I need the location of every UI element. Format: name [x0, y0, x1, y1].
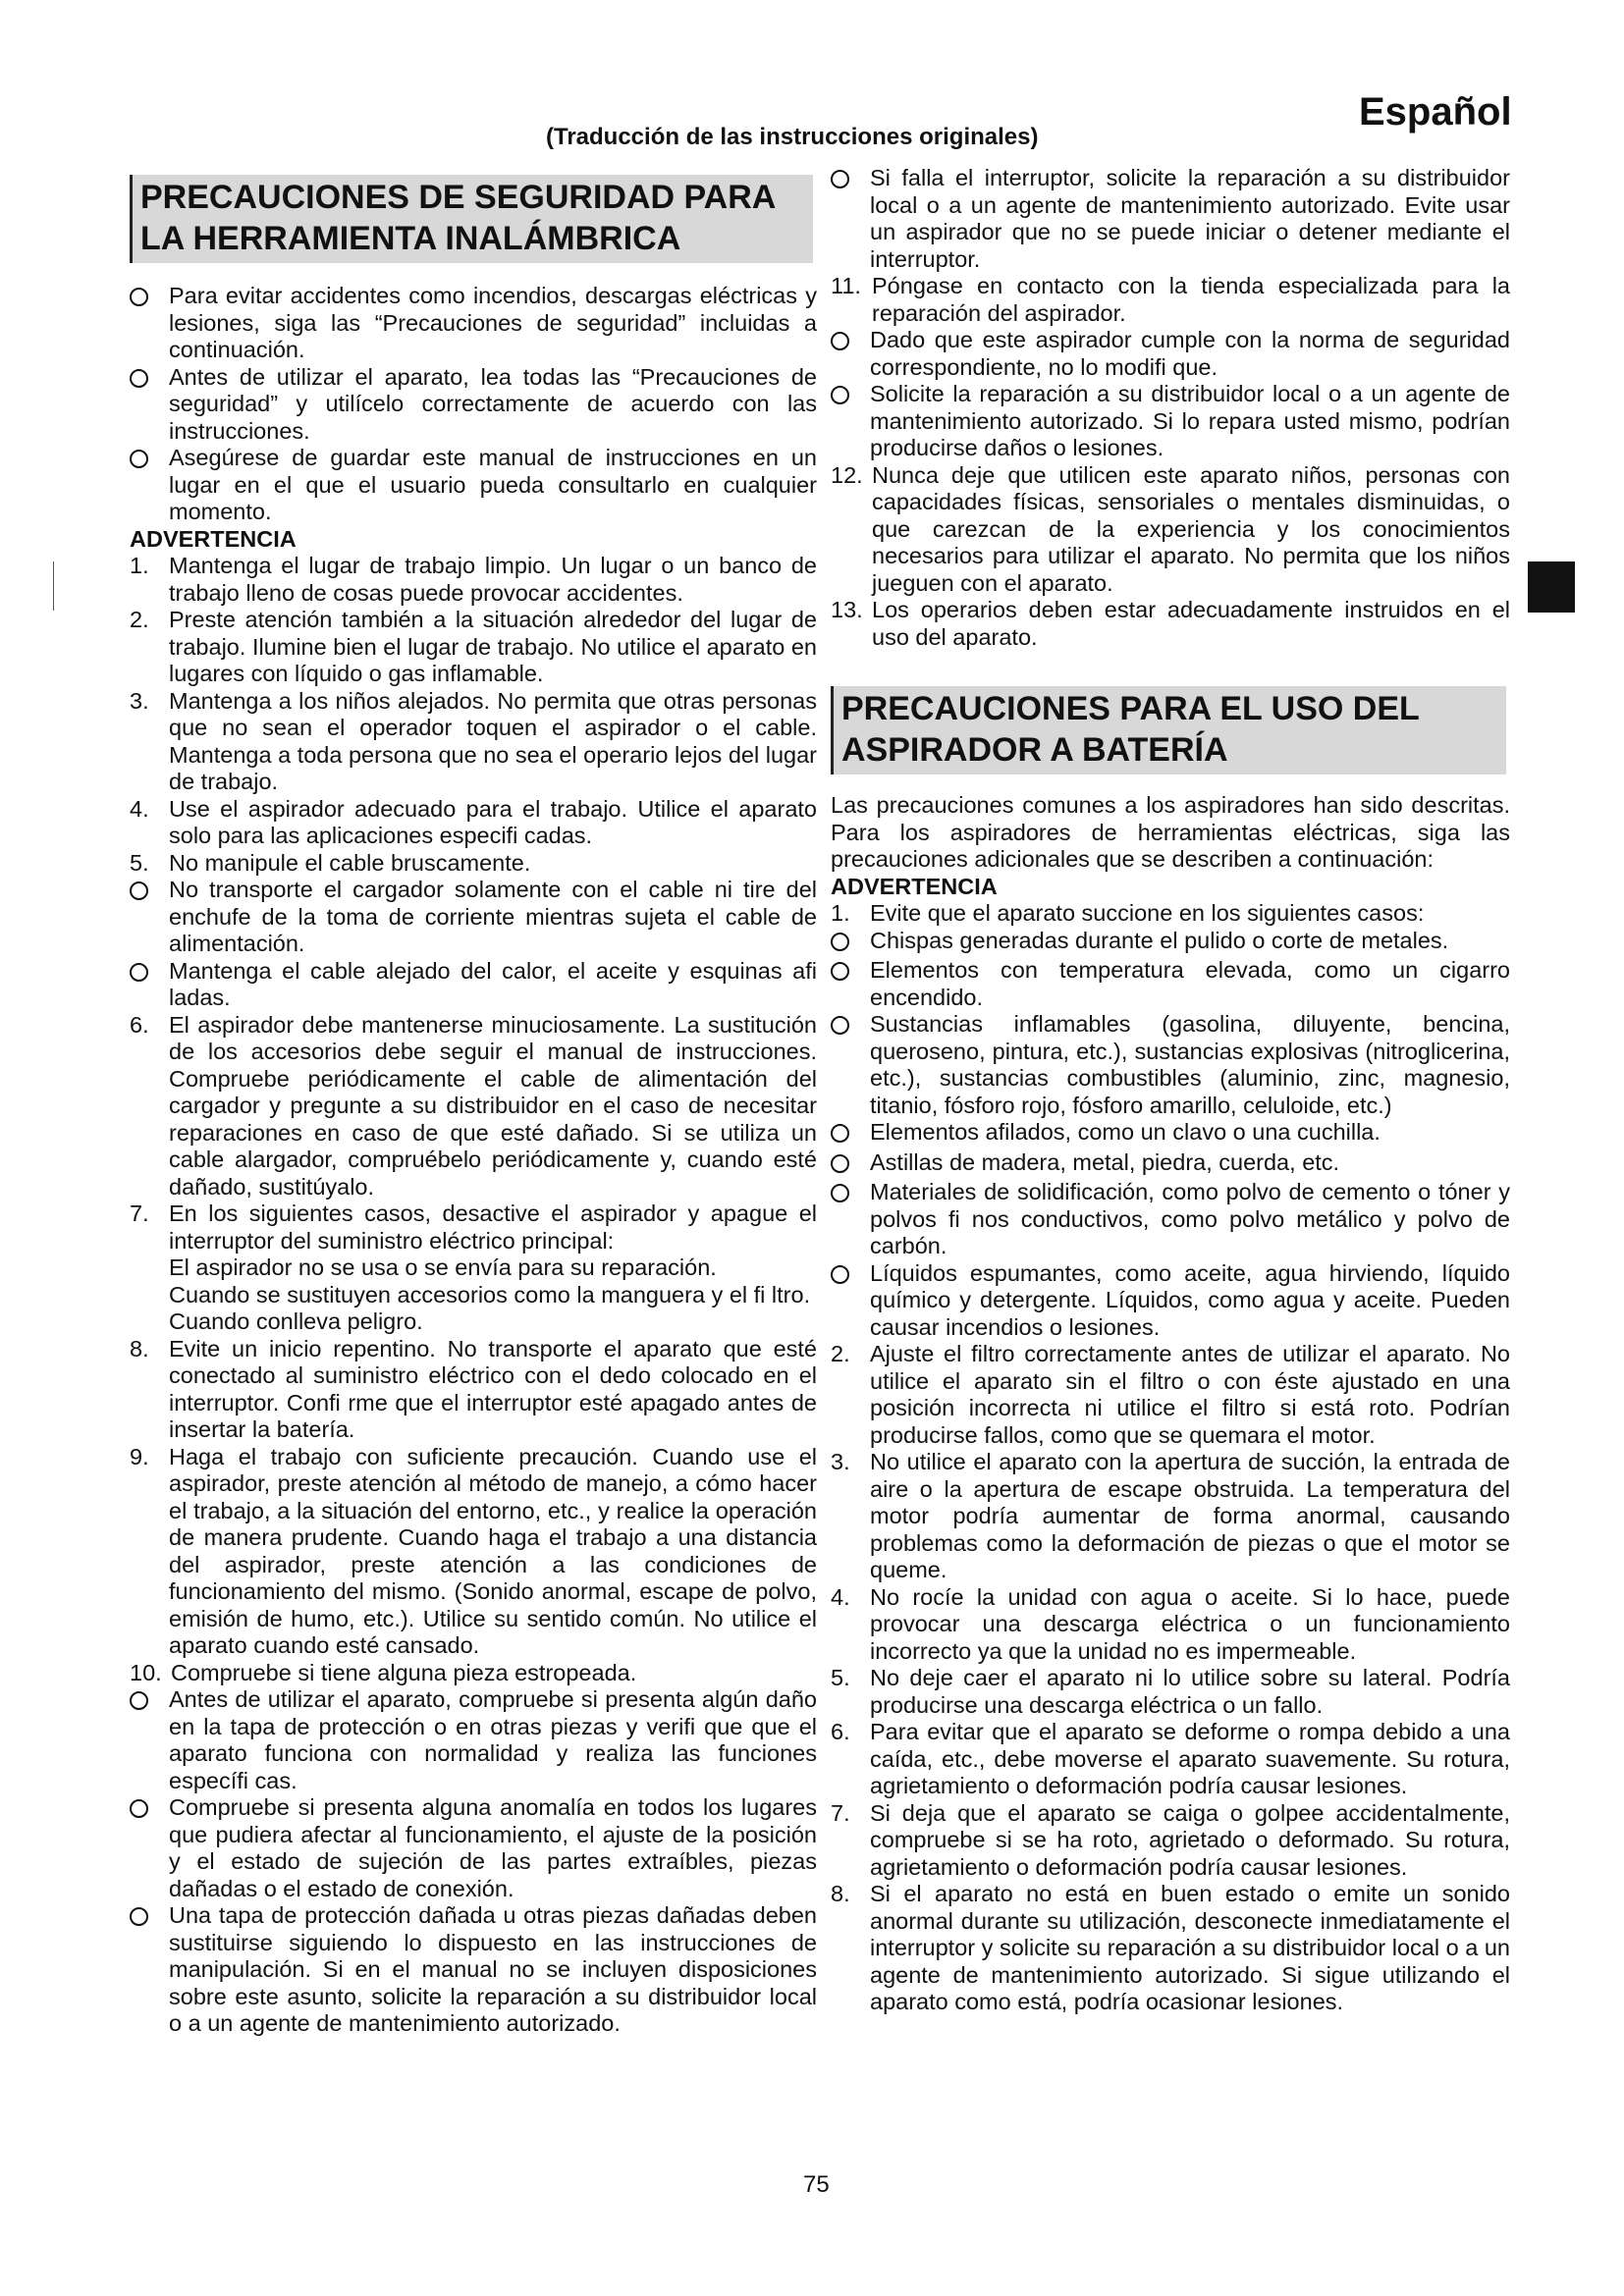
circle-bullet-icon [831, 1265, 849, 1284]
bullet-circle-icon [130, 1902, 169, 2038]
list-item [831, 928, 1510, 958]
circle-bullet-icon [831, 170, 849, 188]
intro-bullet [130, 283, 817, 364]
list-item [831, 273, 1510, 327]
right-column [831, 165, 1510, 2016]
item-number: 13. [831, 597, 863, 622]
item-number: 2. [130, 607, 149, 632]
list-item [130, 607, 817, 688]
list-item-text: Si deja que el aparato se caiga o golpee accidentalmente, compruebe si se ha roto, agrietado o deformado. Su rotura, agrietamiento o deformación podría causar lesiones. [870, 1799, 1510, 1880]
bullet-circle-icon [831, 381, 870, 462]
item-number: 9. [130, 1443, 149, 1469]
bullet-circle-icon [831, 1011, 870, 1119]
intro-bullet [130, 445, 817, 526]
list-item [130, 958, 817, 1012]
list-item [831, 1341, 1510, 1449]
bullet-circle-icon [831, 1119, 870, 1149]
list-item [130, 1012, 817, 1201]
item-number: 7. [130, 1201, 149, 1226]
list-subitem: Cuando se sustituyen accesorios como la manguera y el fi ltro. [169, 1281, 811, 1308]
side-margin-line [53, 561, 54, 611]
intro-bullet [130, 364, 817, 446]
section-title-safety: PRECAUCIONES DE SEGURIDAD PARA LA HERRAMIENTA INALÁMBRICA [130, 175, 813, 263]
item-number: 8. [130, 1335, 149, 1362]
list-item-text: Use el aspirador adecuado para el trabajo. Utilice el aparato solo para las aplicaciones especifi cadas. [169, 795, 817, 848]
list-item [130, 1201, 817, 1336]
list-item [130, 1794, 817, 1902]
translation-subtitle: (Traducción de las instrucciones originales) [546, 124, 1039, 150]
list-item [831, 957, 1510, 1011]
list-item [130, 688, 817, 796]
list-item [831, 1881, 1510, 2016]
list-item [130, 796, 817, 850]
bullet-circle-icon [831, 957, 870, 1011]
list-item-text: Si el aparato no está en buen estado o emite un sonido anormal durante su utilización, desconecte inmediatamente el interruptor y solicite su reparación a su distribuidor local o a un agente de mantenimiento autorizado. Si sigue utilizando el aparato como está, podría ocasionar lesiones. [870, 1881, 1510, 2014]
bullet-circle-icon [831, 1179, 870, 1260]
list-item [130, 850, 817, 878]
list-item-text: Dado que este aspirador cumple con la norma de seguridad correspondiente, no lo modifi que. [870, 327, 1510, 380]
circle-bullet-icon [130, 1907, 148, 1926]
circle-bullet-icon [130, 369, 148, 388]
bullet-circle-icon [831, 165, 870, 273]
item-number: 7. [831, 1799, 850, 1826]
item-number: 8. [831, 1881, 850, 1906]
item-number: 4. [130, 795, 149, 822]
list-item-text: Nunca deje que utilicen este aparato niños, personas con capacidades físicas, sensoriales o mentales disminuidas, o que carezcan de la experiencia y los conocimientos necesarios para utilizar el aparato. No permita que los niños jueguen con el aparato. [872, 461, 1510, 596]
list-item [831, 1449, 1510, 1584]
circle-bullet-icon [831, 1016, 849, 1035]
circle-bullet-icon [130, 450, 148, 468]
list-item-text: Compruebe si tiene alguna pieza estropeada. [171, 1659, 637, 1685]
list-item-text: Mantenga el lugar de trabajo limpio. Un lugar o un banco de trabajo lleno de cosas puede provocar accidentes. [169, 553, 817, 606]
list-item [831, 1719, 1510, 1800]
warning-heading-right: ADVERTENCIA [831, 873, 998, 899]
list-item-text: Materiales de solidificación, como polvo de cemento o tóner y polvos fi nos conductivos, como polvo metálico y polvo de carbón. [870, 1179, 1510, 1258]
circle-bullet-icon [831, 962, 849, 981]
circle-bullet-icon [130, 881, 148, 900]
list-item [831, 900, 1510, 928]
list-item [130, 1444, 817, 1660]
list-item [831, 1179, 1510, 1260]
intro-bullet-text: Asegúrese de guardar este manual de instrucciones en un lugar en el que el usuario pueda consultarlo en cualquier momento. [169, 445, 817, 524]
list-item-text: Elementos afilados, como un clavo o una cuchilla. [870, 1119, 1380, 1145]
page-number: 75 [803, 2171, 830, 2198]
item-number: 2. [831, 1341, 850, 1366]
list-item [831, 327, 1510, 381]
list-item-text: Chispas generadas durante el pulido o corte de metales. [870, 927, 1449, 953]
bullet-circle-icon [831, 1149, 870, 1180]
list-item-text: Sustancias inflamables (gasolina, diluyente, bencina, queroseno, pintura, etc.), sustancias explosivas (nitroglicerina, etc.), sustancias combustibles (aluminio, zinc, magnesio, titanio, fósforo rojo, fósforo amarillo, celuloide, etc.) [870, 1011, 1510, 1118]
list-item [130, 553, 817, 607]
bullet-circle-icon [130, 1794, 169, 1902]
list-item-text: Elementos con temperatura elevada, como un cigarro encendido. [870, 957, 1510, 1010]
intro-bullet-text: Para evitar accidentes como incendios, descargas eléctricas y lesiones, siga las “Precauciones de seguridad” incluidas a continuación. [169, 283, 817, 362]
intro-bullet-text: Antes de utilizar el aparato, lea todas las “Precauciones de seguridad” y utilícelo correctamente de acuerdo con las instrucciones. [169, 363, 817, 444]
list-item [831, 1119, 1510, 1149]
list-item [831, 1665, 1510, 1719]
item-number: 12. [831, 461, 863, 488]
list-item-text: Si falla el interruptor, solicite la reparación a su distribuidor local o a un agente de mantenimiento autorizado. Evite usar un aspirador que no se puede iniciar o detener mediante el interruptor. [870, 165, 1510, 272]
list-item [831, 1260, 1510, 1342]
list-item-text: Compruebe si presenta alguna anomalía en todos los lugares que pudiera afectar al funcionamiento, el ajuste de la posición y el estado de sujeción de las partes extraíbles, piezas dañadas o el estado de conexión. [169, 1794, 817, 1901]
right-item-list [831, 900, 1510, 2016]
section-tab-marker [1528, 561, 1575, 613]
item-number: 6. [831, 1719, 850, 1744]
list-item [831, 381, 1510, 462]
battery-intro-paragraph: Las precauciones comunes a los aspiradores han sido descritas. Para los aspiradores de herramientas eléctricas, siga las precauciones adicionales que se describen a continuación: [831, 792, 1510, 872]
left-column [130, 175, 817, 2038]
list-item-text: Evite un inicio repentino. No transporte el aparato que esté conectado al suministro eléctrico con el dedo colocado en el interruptor. Confi rme que el interruptor esté apagado antes de insertar la batería. [169, 1335, 817, 1442]
item-number: 4. [831, 1583, 850, 1610]
list-item [130, 877, 817, 958]
circle-bullet-icon [831, 1124, 849, 1143]
item-number: 3. [831, 1449, 850, 1474]
bullet-circle-icon [831, 327, 870, 381]
list-subitem: Cuando conlleva peligro. [169, 1308, 423, 1334]
item-number: 11. [831, 273, 861, 298]
circle-bullet-icon [831, 1154, 849, 1173]
list-item-text: Mantenga el cable alejado del calor, el aceite y esquinas afi ladas. [169, 957, 817, 1010]
list-item-text: Antes de utilizar el aparato, compruebe si presenta algún daño en la tapa de protección o en otras piezas y verifi que que el aparato funciona con normalidad y realiza las funciones específi cas. [169, 1686, 817, 1793]
item-number: 1. [831, 900, 850, 926]
bullet-circle-icon [130, 445, 169, 526]
bullet-circle-icon [831, 1260, 870, 1342]
list-item-text: Líquidos espumantes, como aceite, agua hirviendo, líquido químico y detergente. Líquidos, como agua y aceite. Pueden causar incendios o lesiones. [870, 1259, 1510, 1340]
list-item-text: No transporte el cargador solamente con el cable ni tire del enchufe de la toma de corriente mientras sujeta el cable de alimentación. [169, 877, 817, 956]
list-item-text: El aspirador debe mantenerse minuciosamente. La sustitución de los accesorios debe seguir el manual de instrucciones. Compruebe periódicamente el cable de alimentación del cargador y pregunte a su distribuidor en el caso de necesitar reparaciones en caso de que esté dañado. Si se utiliza un cable alargador, compruébelo periódicamente y, cuando esté dañado, sustitúyalo. [169, 1011, 817, 1200]
language-label: Español [1359, 90, 1512, 133]
list-item [130, 1902, 817, 2038]
bullet-circle-icon [130, 958, 169, 1012]
left-intro-list [130, 283, 817, 526]
list-item-text: No rocíe la unidad con agua o aceite. Si lo hace, puede provocar una descarga eléctrica o un funcionamiento incorrecto ya que la unidad no es impermeable. [870, 1583, 1510, 1664]
circle-bullet-icon [831, 1184, 849, 1202]
list-item-text: No manipule el cable bruscamente. [169, 849, 531, 876]
circle-bullet-icon [831, 332, 849, 350]
list-item-text: Haga el trabajo con suficiente precaución. Cuando use el aspirador, preste atención al método de manejo, a cómo hacer el trabajo, a la situación del entorno, etc., y realice la operación de manera prudente. Cuando haga el trabajo a una distancia del aspirador, preste atención a las condiciones de funcionamiento del mismo. (Sonido anormal, escape de polvo, emisión de humo, etc.). Utilice su sentido común. No utilice el aparato cuando esté cansado. [169, 1443, 817, 1658]
list-item-text: No deje caer el aparato ni lo utilice sobre su lateral. Podría producirse una descarga eléctrica o un fallo. [870, 1665, 1510, 1718]
list-item [831, 1149, 1510, 1180]
list-item-text: Mantenga a los niños alejados. No permita que otras personas que no sean el operador toquen el aspirador o el cable. Mantenga a toda persona que no sea el operario lejos del lugar de trabajo. [169, 687, 817, 794]
list-item [130, 1336, 817, 1444]
bullet-circle-icon [130, 364, 169, 446]
bullet-circle-icon [130, 1686, 169, 1794]
list-item-text: Solicite la reparación a su distribuidor local o a un agente de mantenimiento autorizado. Si lo repara usted mismo, podrían producirse daños o lesiones. [870, 381, 1510, 460]
bullet-circle-icon [831, 928, 870, 958]
list-item [831, 597, 1510, 651]
right-top-item-list [831, 165, 1510, 651]
list-item-text: No utilice el aparato con la apertura de succión, la entrada de aire o la apertura de escape obstruida. La temperatura del motor podría aumentar de forma anormal, causando problemas como la deformación de piezas o que el motor se queme. [870, 1449, 1510, 1582]
list-item-text: En los siguientes casos, desactive el aspirador y apague el interruptor del suministro eléctrico principal: El aspirador no se usa o se envía para su reparación. Cuando se sustituyen accesorios como la manguera y el fi ltro. Cuando conlleva peligro. [169, 1201, 817, 1334]
list-item [831, 165, 1510, 273]
circle-bullet-icon [831, 933, 849, 951]
list-item [831, 1584, 1510, 1666]
circle-bullet-icon [831, 386, 849, 404]
list-item-text: Para evitar que el aparato se deforme o rompa debido a una caída, etc., debe moverse el aparato suavemente. Su rotura, agrietamiento o deformación podría causar lesiones. [870, 1719, 1510, 1798]
item-number: 3. [130, 687, 149, 714]
left-item-list [130, 553, 817, 2038]
item-number: 5. [130, 849, 149, 876]
circle-bullet-icon [130, 963, 148, 982]
list-item-text: Preste atención también a la situación alrededor del lugar de trabajo. Ilumine bien el lugar de trabajo. No utilice el aparato en lugares con líquido o gas inflamable. [169, 607, 817, 686]
list-item-text: Ajuste el filtro correctamente antes de utilizar el aparato. No utilice el aparato sin el filtro o con éste ajustado en una posición incorrecta ni utilice el filtro si está roto. Podrían producirse fallos, como que se quemara el motor. [870, 1341, 1510, 1448]
item-number: 1. [130, 553, 149, 578]
list-subitem: El aspirador no se usa o se envía para su reparación. [169, 1255, 717, 1280]
list-item-text: Una tapa de protección dañada u otras piezas dañadas deben sustituirse siguiendo lo dispuesto en las instrucciones de manipulación. Si en el manual no se incluyen disposiciones sobre este asunto, solicite la reparación a su distribuidor local o a un agente de mantenimiento autorizado. [169, 1902, 817, 2036]
list-item [130, 1660, 817, 1687]
list-item-text: Evite que el aparato succione en los siguientes casos: [870, 900, 1425, 926]
list-item [831, 462, 1510, 598]
list-item-text: Astillas de madera, metal, piedra, cuerda, etc. [870, 1148, 1340, 1175]
item-number: 10. [130, 1659, 162, 1685]
list-item [831, 1800, 1510, 1882]
circle-bullet-icon [130, 1691, 148, 1710]
list-item [130, 1686, 817, 1794]
section-title-battery-vacuum: PRECAUCIONES PARA EL USO DEL ASPIRADOR A BATERÍA [831, 686, 1506, 774]
list-item-text: Póngase en contacto con la tienda especializada para la reparación del aspirador. [872, 273, 1510, 326]
bullet-circle-icon [130, 877, 169, 958]
bullet-circle-icon [130, 283, 169, 364]
circle-bullet-icon [130, 1799, 148, 1818]
warning-heading-left: ADVERTENCIA [130, 525, 297, 552]
circle-bullet-icon [130, 288, 148, 306]
list-item-text: Los operarios deben estar adecuadamente instruidos en el uso del aparato. [872, 597, 1510, 650]
item-number: 6. [130, 1011, 149, 1038]
list-item [831, 1011, 1510, 1119]
item-number: 5. [831, 1665, 850, 1690]
